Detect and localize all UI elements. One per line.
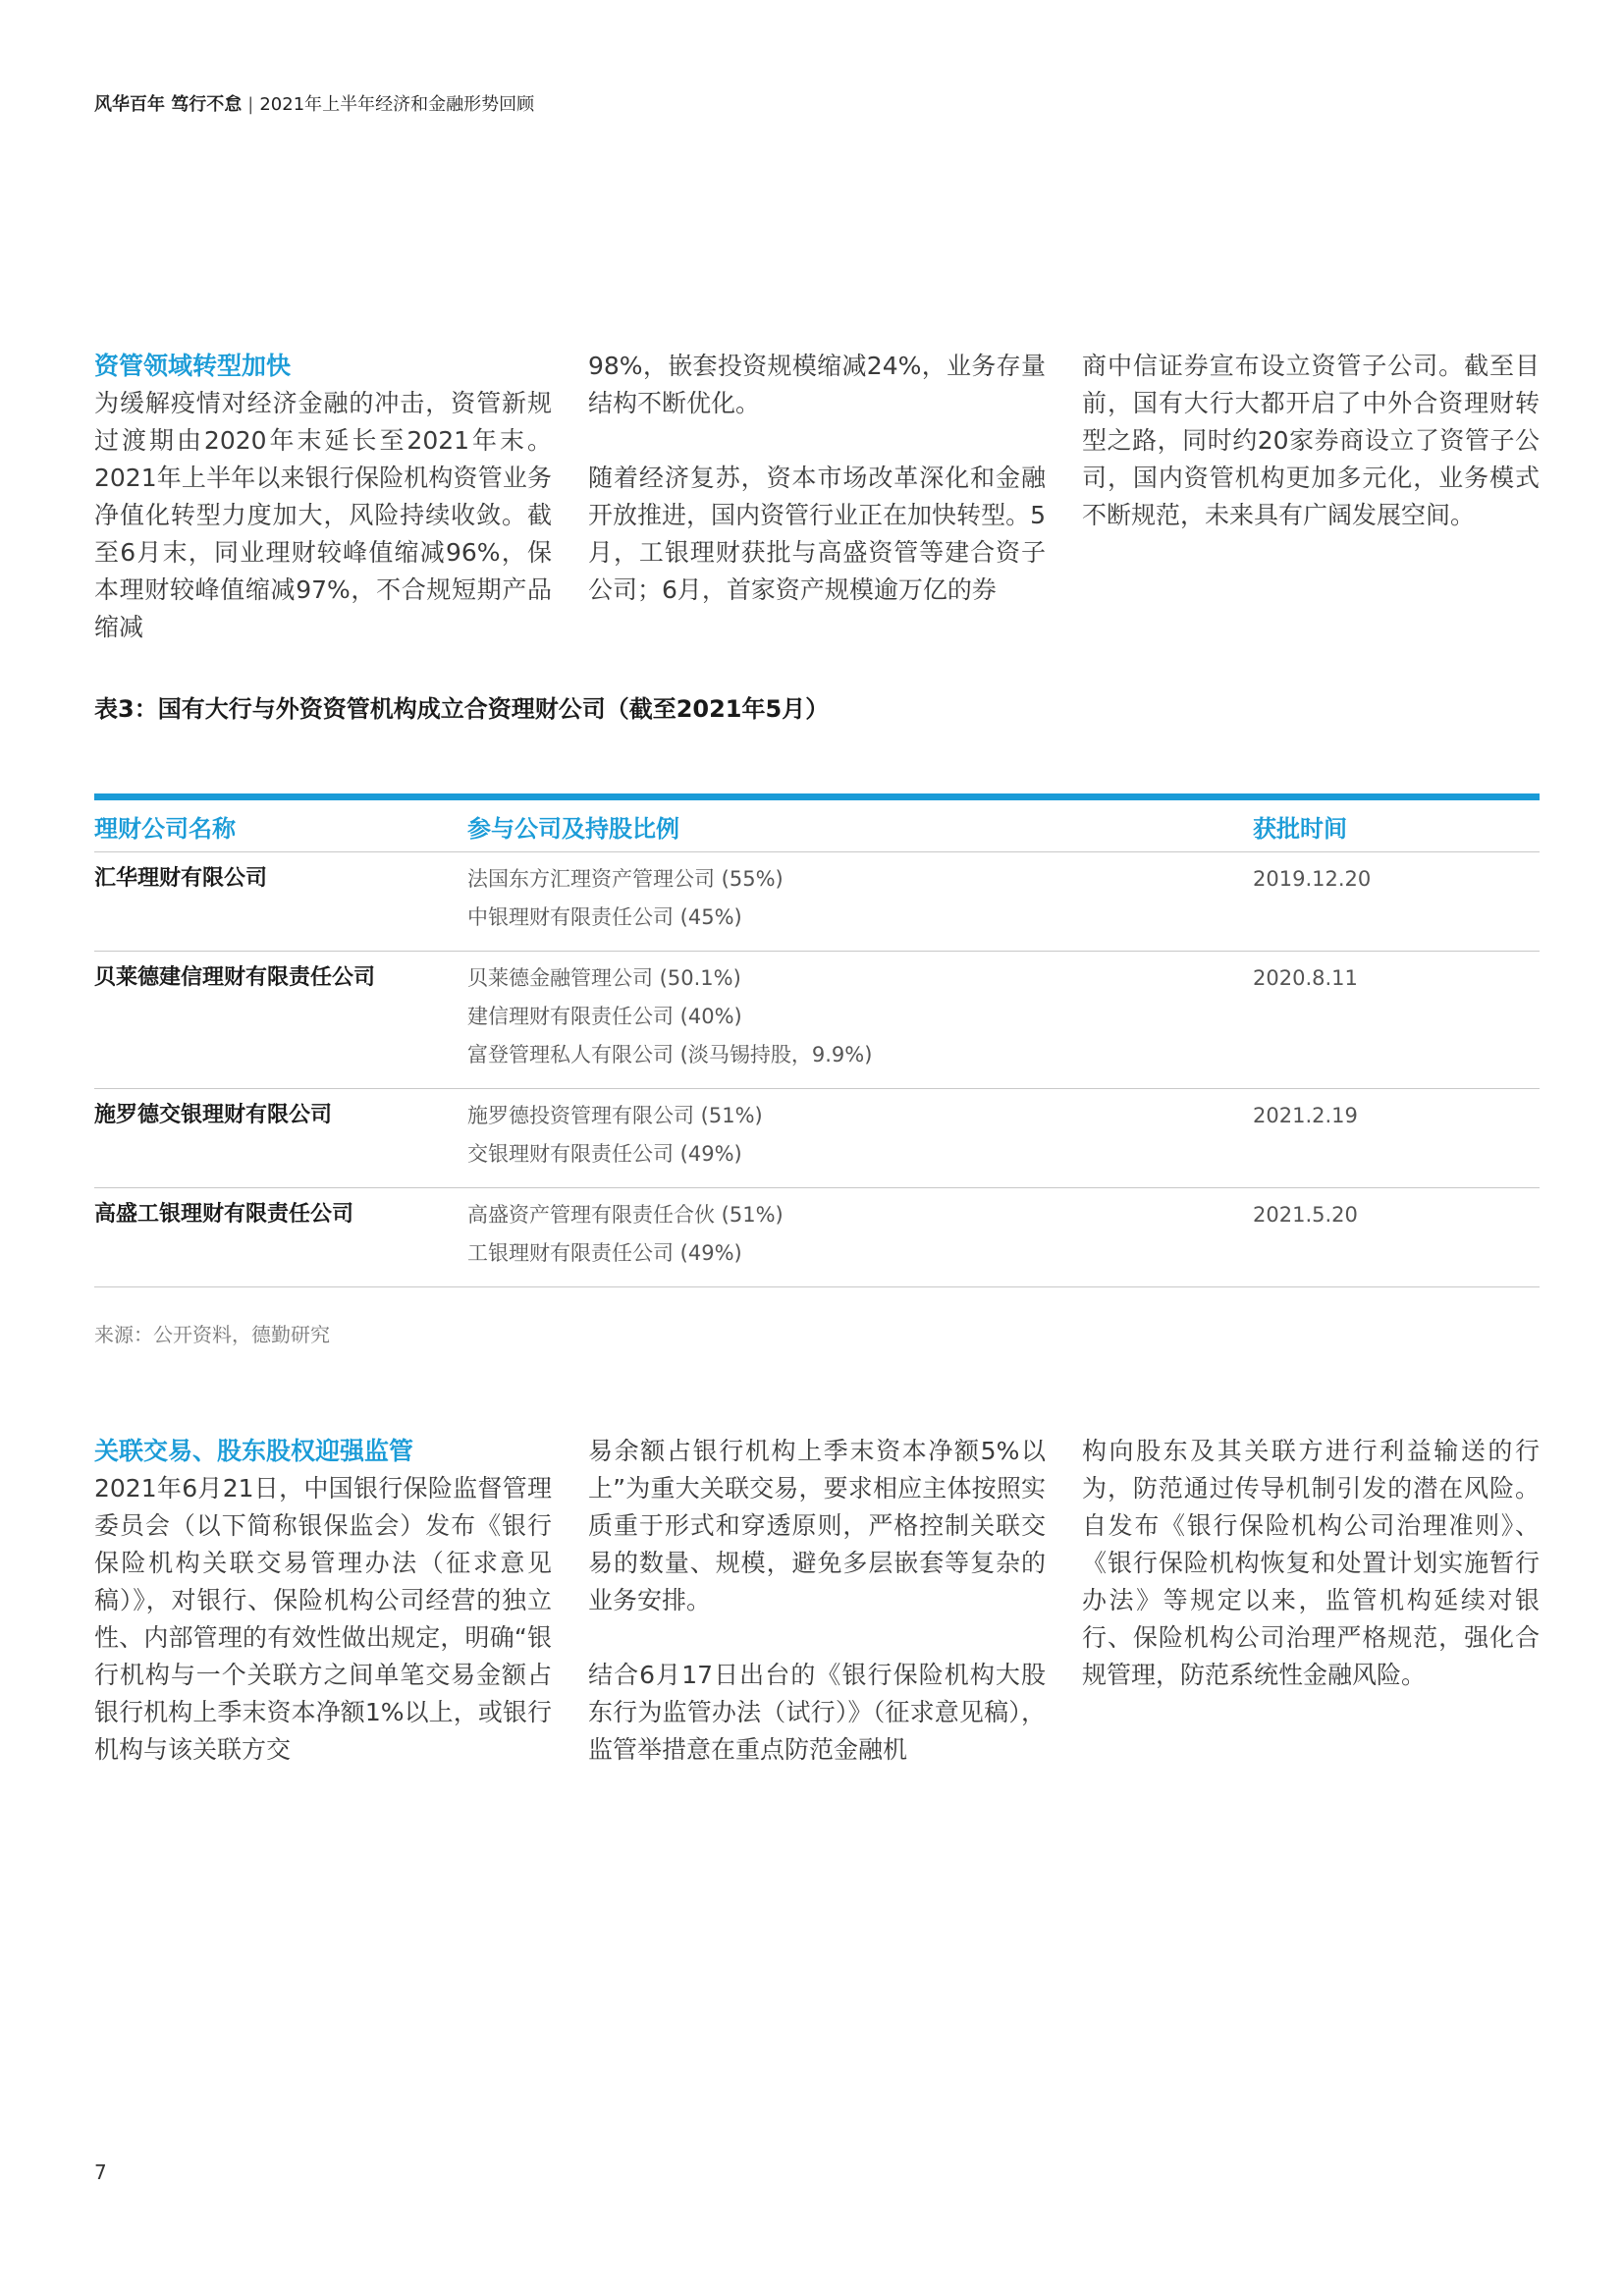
partner-line: 富登管理私人有限公司 (淡马锡持股，9.9%) — [467, 1043, 873, 1066]
partners-cell — [467, 1089, 1253, 1188]
header-date: 获批时间 — [1253, 800, 1540, 852]
page-header — [94, 90, 534, 116]
section1-title: 资管领域转型加快 — [94, 352, 292, 380]
approval-date-text: 2019.12.20 — [1253, 867, 1372, 891]
section2-col3-text: 构向股东及其关联方进行利益输送的行为，防范通过传导机制引发的潜在风险。自发布《银行保险机构公司治理准则》、《银行保险机构恢复和处置计划实施暂行办法》等规定以来，监管机构延续对银行、保险机构公司治理严格规范，强化合规管理，防范系统性金融风险。 — [1082, 1437, 1540, 1689]
section1-col3-text: 商中信证券宣布设立资管子公司。截至目前，国有大行大都开启了中外合资理财转型之路，同时约20家券商设立了资管子公司，国内资管机构更加多元化，业务模式不断规范，未来具有广阔发展空间。 — [1082, 352, 1540, 529]
header-company: 理财公司名称 — [94, 800, 467, 852]
section1-col1-text: 为缓解疫情对经济金融的冲击，资管新规过渡期由2020年末延长至2021年末。2021年上半年以来银行保险机构资管业务净值化转型力度加大，风险持续收敛。截至6月末，同业理财较峰值缩减96%，保本理财较峰值缩减97%，不合规短期产品缩减 — [94, 389, 552, 641]
table-top-rule — [94, 793, 1540, 800]
company-name-text: 施罗德交银理财有限公司 — [94, 1103, 333, 1127]
page-number: 7 — [94, 2160, 107, 2184]
section2-col1-text: 2021年6月21日，中国银行保险监督管理委员会（以下简称银保监会）发布《银行保险机构关联交易管理办法（征求意见稿）》，对银行、保险机构公司经营的独立性、内部管理的有效性做出规定，明确“银行机构与一个关联方之间单笔交易金额占银行机构上季末资本净额1%以上，或银行机构与该关联方交 — [94, 1474, 552, 1764]
partner-line: 法国东方汇理资产管理公司 (55%) — [467, 867, 784, 891]
section2-col2-paragraph-2: 结合6月17日出台的《银行保险机构大股东行为监管办法（试行）》（征求意见稿），监管举措意在重点防范金融机 — [588, 1661, 1046, 1764]
header-brand: 风华百年 笃行不怠 — [94, 94, 243, 115]
section-related-transactions — [94, 1433, 1540, 1769]
approval-date — [1253, 1089, 1540, 1188]
table-row — [94, 952, 1540, 1089]
table-source: 来源：公开资料，德勤研究 — [94, 1323, 330, 1346]
table-header-row — [94, 800, 1540, 852]
section2-column-3 — [1082, 1433, 1540, 1769]
table-title: 表3：国有大行与外资资管机构成立合资理财公司（截至2021年5月） — [94, 695, 830, 723]
header-partners: 参与公司及持股比例 — [467, 800, 1253, 852]
company-name — [94, 952, 467, 1089]
partner-line: 建信理财有限责任公司 (40%) — [467, 1005, 742, 1028]
approval-date — [1253, 852, 1540, 952]
company-name — [94, 852, 467, 952]
section2-column-2 — [588, 1433, 1046, 1769]
approval-date — [1253, 952, 1540, 1089]
company-name — [94, 1089, 467, 1188]
section1-col2-paragraph-1: 98%，嵌套投资规模缩减24%，业务存量结构不断优化。 — [588, 352, 1046, 417]
table-row — [94, 852, 1540, 952]
company-name-text: 高盛工银理财有限责任公司 — [94, 1202, 354, 1227]
joint-venture-table — [94, 793, 1540, 1287]
approval-date-text: 2021.5.20 — [1253, 1203, 1358, 1227]
section1-column-1 — [94, 348, 552, 646]
approval-date-text: 2020.8.11 — [1253, 966, 1358, 990]
header-subtitle: 2021年上半年经济和金融形势回顾 — [259, 94, 535, 115]
section1-column-2 — [588, 348, 1046, 646]
partner-line: 交银理财有限责任公司 (49%) — [467, 1142, 742, 1166]
table-row — [94, 1089, 1540, 1188]
partner-line: 高盛资产管理有限责任合伙 (51%) — [467, 1203, 784, 1227]
partners-cell — [467, 1188, 1253, 1287]
table-row — [94, 1188, 1540, 1287]
partner-line: 贝莱德金融管理公司 (50.1%) — [467, 966, 741, 990]
partner-line: 施罗德投资管理有限公司 (51%) — [467, 1104, 763, 1127]
section2-column-1 — [94, 1433, 552, 1769]
section2-title: 关联交易、股东股权迎强监管 — [94, 1437, 414, 1465]
company-name — [94, 1188, 467, 1287]
company-name-text: 贝莱德建信理财有限责任公司 — [94, 965, 376, 990]
approval-date — [1253, 1188, 1540, 1287]
section-asset-management — [94, 348, 1540, 646]
approval-date-text: 2021.2.19 — [1253, 1104, 1358, 1127]
section2-col2-paragraph-1: 易余额占银行机构上季末资本净额5%以上”为重大关联交易，要求相应主体按照实质重于形式和穿透原则，严格控制关联交易的数量、规模，避免多层嵌套等复杂的业务安排。 — [588, 1437, 1046, 1614]
partners-cell — [467, 952, 1253, 1089]
section1-col2-paragraph-2: 随着经济复苏，资本市场改革深化和金融开放推进，国内资管行业正在加快转型。5月，工银理财获批与高盛资管等建合资子公司；6月，首家资产规模逾万亿的券 — [588, 464, 1046, 604]
partner-line: 工银理财有限责任公司 (49%) — [467, 1241, 742, 1265]
partner-line: 中银理财有限责任公司 (45%) — [467, 905, 742, 929]
partners-cell — [467, 852, 1253, 952]
table — [94, 800, 1540, 1287]
header-separator: | — [247, 94, 254, 115]
section1-column-3 — [1082, 348, 1540, 646]
company-name-text: 汇华理财有限公司 — [94, 866, 268, 891]
